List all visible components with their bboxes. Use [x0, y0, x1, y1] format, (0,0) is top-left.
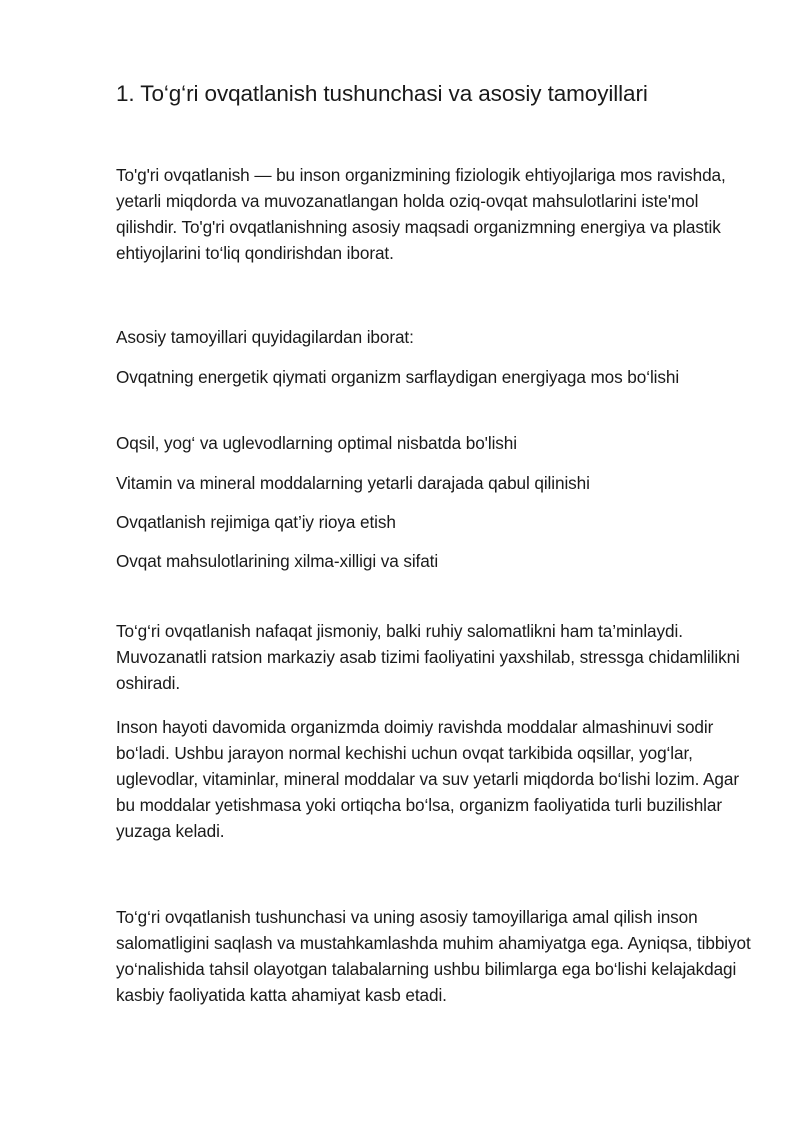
- principle-item: Ovqat mahsulotlarining xilma-xilligi va sifati: [116, 551, 439, 571]
- paragraph-mental-health: To‘g‘ri ovqatlanish nafaqat jismoniy, balki ruhiy salomatlikni ham ta’minlaydi. Muvozanatli ratsion markaziy asab tizimi faoliyatini yaxshilab, stressga chidamlilikni oshiradi.: [116, 621, 740, 693]
- principles-intro: Asosiy tamoyillari quyidagilardan iborat:: [116, 327, 414, 347]
- paragraph-definition: To'g'ri ovqatlanish — bu inson organizmining fiziologik ehtiyojlariga mos ravishda, yetarli miqdorda va muvozanatlangan holda oziq-ovqat mahsulotlarini iste'mol qilishdir. To'g'ri ovqatlanishning asosiy maqsadi organizmning energiya va plastik ehtiyojlarini to‘liq qondirishdan iborat.: [116, 165, 726, 263]
- principle-item: Ovqatlanish rejimiga qat’iy rioya etish: [116, 512, 396, 532]
- principle-item: Vitamin va mineral moddalarning yetarli darajada qabul qilinishi: [116, 473, 590, 493]
- principle-item: Ovqatning energetik qiymati organizm sarflaydigan energiyaga mos bo‘lishi: [116, 367, 680, 387]
- paragraph-metabolism: Inson hayoti davomida organizmda doimiy ravishda moddalar almashinuvi sodir bo‘ladi. Ushbu jarayon normal kechishi uchun ovqat tarkibida oqsillar, yog‘lar, uglevodlar, vitaminlar, mineral moddalar va suv yetarli miqdorda bo‘lishi lozim. Agar bu moddalar yetishmasa yoki ortiqcha bo‘lsa, organizm faoliyatida turli buzilishlar yuzaga keladi.: [116, 717, 739, 841]
- section-heading: 1. To‘g‘ri ovqatlanish tushunchasi va asosiy tamoyillari: [116, 81, 648, 106]
- principle-item: Oqsil, yog‘ va uglevodlarning optimal nisbatda bo'lishi: [116, 433, 517, 453]
- paragraph-conclusion: To‘g‘ri ovqatlanish tushunchasi va uning asosiy tamoyillariga amal qilish inson salomatligini saqlash va mustahkamlashda muhim ahamiyatga ega. Ayniqsa, tibbiyot yo‘nalishida tahsil olayotgan talabalarning ushbu bilimlarga ega bo‘lishi kelajakdagi kasbiy faoliyatida katta ahamiyat kasb etadi.: [116, 907, 751, 1005]
